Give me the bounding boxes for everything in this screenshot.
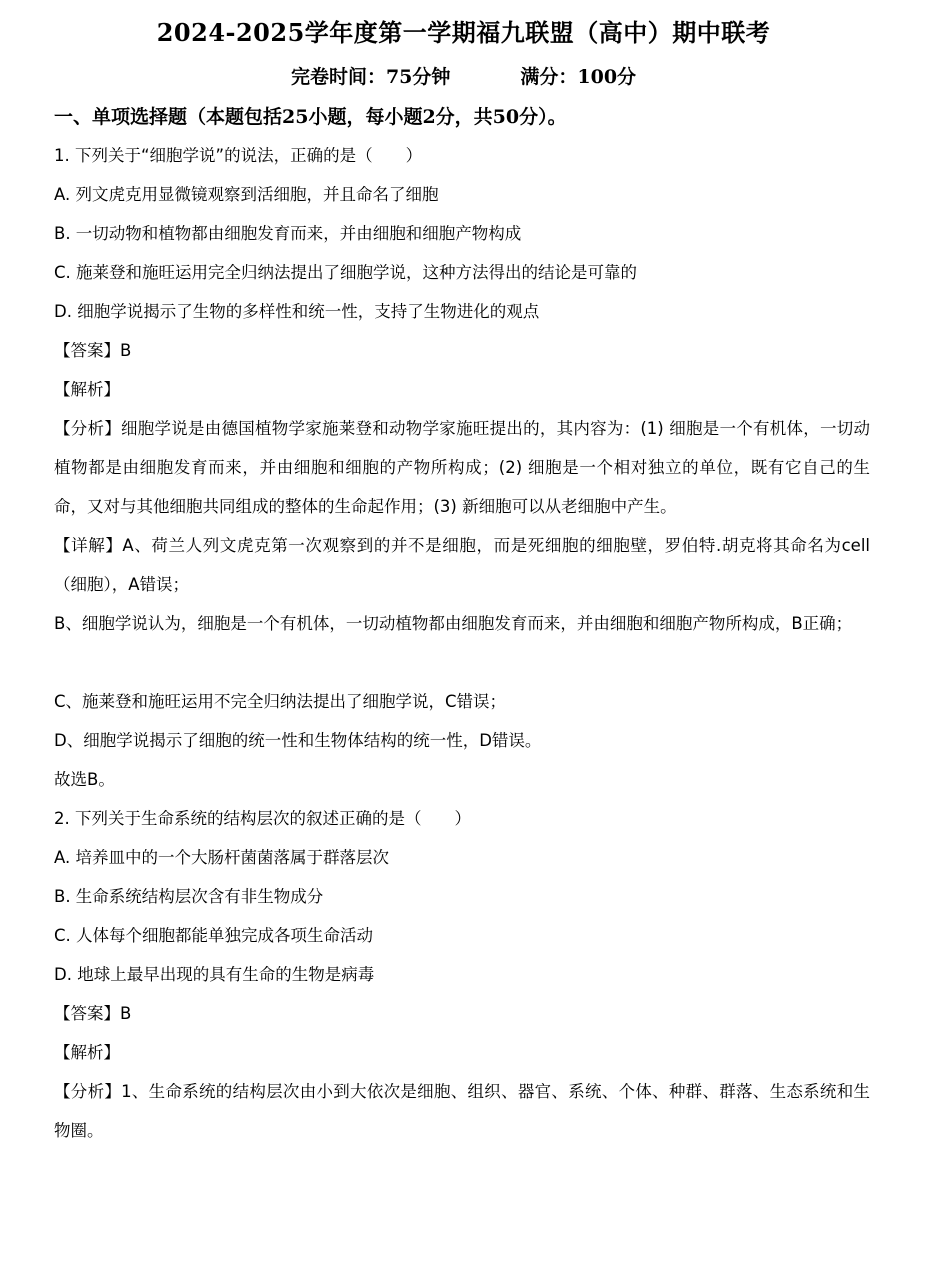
question-2-option-c: C. 人体每个细胞都能单独完成各项生命活动 (54, 926, 374, 945)
question-2-option-b: B. 生命系统结构层次含有非生物成分 (54, 887, 324, 906)
question-1-detail-d: D、细胞学说揭示了细胞的统一性和生物体结构的统一性，D错误。 (54, 731, 542, 750)
question-1-answer: 【答案】B (54, 341, 132, 360)
question-1-option-a: A. 列文虎克用显微镜观察到活细胞，并且命名了细胞 (54, 185, 439, 204)
question-1-analysis-label: 【解析】 (54, 380, 120, 399)
question-1-fenxi: 【分析】细胞学说是由德国植物学家施莱登和动物学家施旺提出的，其内容为：(1) 细胞是一个有机体，一切动植物都是由细胞发育而来，并由细胞和细胞的产物所构成；(2) 细胞是一个相对独立的单位，既有它自己的生命，又对与其他细胞共同组成的整体的生命起作用；(3) 新细胞可以从老细胞中产生。 (54, 419, 870, 516)
time-limit: 完卷时间：75分钟 (290, 66, 451, 88)
exam-title: 2024-2025学年度第一学期福九联盟（高中）期中联考 (156, 18, 771, 47)
question-1-option-c: C. 施莱登和施旺运用完全归纳法提出了细胞学说，这种方法得出的结论是可靠的 (54, 263, 638, 282)
question-1-option-b: B. 一切动物和植物都由细胞发育而来，并由细胞和细胞产物构成 (54, 224, 522, 243)
exam-info (0, 62, 927, 92)
question-1-detail-b: B、细胞学说认为，细胞是一个有机体，一切动植物都由细胞发育而来，并由细胞和细胞产物所构成，B正确； (54, 614, 853, 633)
section-heading: 一、单项选择题（本题包括25小题，每小题2分，共50分）。 (54, 106, 567, 128)
question-1-option-d: D. 细胞学说揭示了生物的多样性和统一性，支持了生物进化的观点 (54, 302, 540, 321)
question-1-detail-c: C、施莱登和施旺运用不完全归纳法提出了细胞学说，C错误； (54, 692, 507, 711)
question-2-option-d: D. 地球上最早出现的具有生命的生物是病毒 (54, 965, 375, 984)
question-1-stem: 1. 下列关于“细胞学说”的说法，正确的是（ ） (54, 146, 423, 165)
question-2-fenxi: 【分析】1、生命系统的结构层次由小到大依次是细胞、组织、器官、系统、个体、种群、群落、生态系统和生物圈。 (54, 1082, 870, 1140)
question-2-stem: 2. 下列关于生命系统的结构层次的叙述正确的是（ ） (54, 809, 471, 828)
question-2-option-a: A. 培养皿中的一个大肠杆菌菌落属于群落层次 (54, 848, 389, 867)
question-2-answer: 【答案】B (54, 1004, 132, 1023)
question-1-detail-a: 【详解】A、荷兰人列文虎克第一次观察到的并不是细胞，而是死细胞的细胞壁，罗伯特.胡克将其命名为cell（细胞），A错误； (54, 536, 870, 594)
full-score: 满分：100分 (520, 66, 637, 88)
question-2-analysis-label: 【解析】 (54, 1043, 120, 1062)
question-1-conclusion: 故选B。 (54, 770, 115, 789)
